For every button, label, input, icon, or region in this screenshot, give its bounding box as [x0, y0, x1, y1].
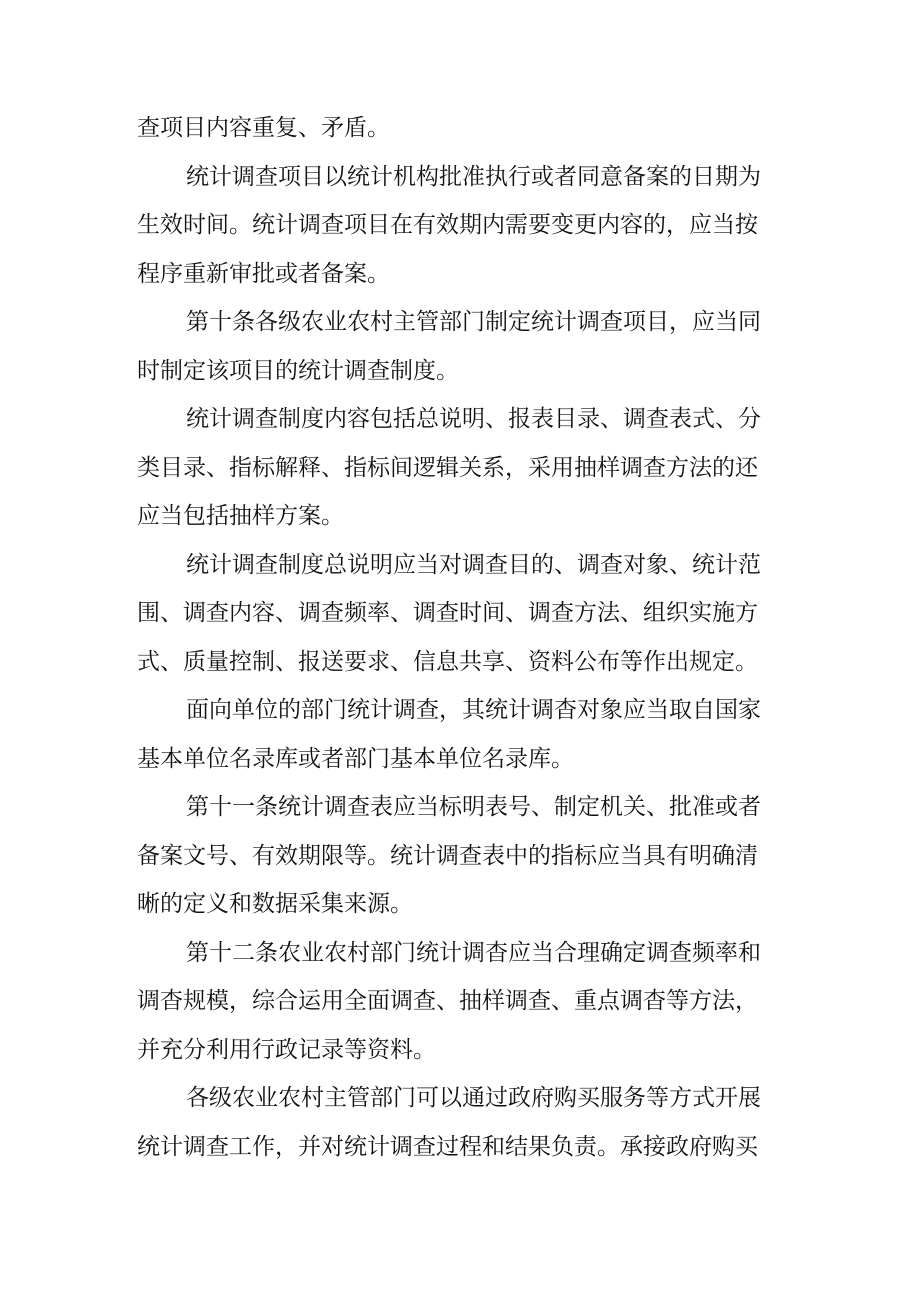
text-line-content: 第十一条统计调查表应当标明表号、制定机关、批准或者: [186, 794, 761, 820]
text-line: [0, 254, 920, 294]
text-line: [0, 205, 920, 245]
text-line-content: 类目录、指标解释、指标间逻辑关系，采用抽样调查方法的还: [137, 455, 758, 481]
text-line-content: 应当包括抽样方案。: [137, 503, 344, 529]
text-line: [0, 593, 920, 633]
text-line-content: 式、质量控制、报送要求、信息共享、资料公布等作出规定。: [137, 649, 758, 675]
text-line: [0, 545, 920, 585]
text-line-content: 统计调查工作，并对统计调查过程和结果负责。承接政府购买: [137, 1134, 758, 1160]
text-line: [0, 448, 920, 488]
text-line: [0, 1127, 920, 1167]
text-line-content: 面向单位的部门统计调查，其统计调杳对象应当取自国家: [186, 697, 761, 723]
text-line-content: 调杳规模，综合运用全面调查、抽样调查、重点调杳等方法，: [137, 988, 758, 1014]
text-line-content: 统计调查制度内容包括总说明、报表目录、调查表式、分: [186, 406, 761, 432]
text-line: [0, 884, 920, 924]
text-line: [0, 496, 920, 536]
text-line: [0, 836, 920, 876]
text-line: [0, 351, 920, 391]
text-line: [0, 1030, 920, 1070]
text-line-content: 第十二条农业农村部门统计调杳应当合理确定调查频率和: [186, 940, 761, 966]
text-line: [0, 157, 920, 197]
text-line: [0, 1078, 920, 1118]
text-line: [0, 981, 920, 1021]
text-line-content: 并充分利用行政记录等资料。: [137, 1037, 436, 1063]
text-line: [0, 933, 920, 973]
text-line-content: 统计调查项目以统计机构批准执行或者同意备案的日期为: [186, 164, 761, 190]
text-line: [0, 108, 920, 148]
text-line-content: 时制定该项目的统计调查制度。: [137, 358, 459, 384]
text-line-content: 围、调查内容、调查频率、调查时间、调查方法、组织实施方: [137, 600, 758, 626]
text-line-content: 生效时间。统计调查项目在有效期内需要变更内容的，应当按: [137, 212, 758, 238]
text-line-content: 第十条各级农业农村主管部门制定统计调查项目，应当同: [186, 309, 761, 335]
text-line: [0, 690, 920, 730]
text-line: [0, 739, 920, 779]
text-line: [0, 642, 920, 682]
text-line-content: 基本单位名录库或者部门基本单位名录库。: [137, 746, 574, 772]
text-line-content: 查项目内容重复、矛盾。: [137, 115, 390, 141]
text-line: [0, 302, 920, 342]
text-line-content: 备案文号、有效期限等。统计调查表中的指标应当具有明确清: [137, 843, 758, 869]
text-line: [0, 787, 920, 827]
text-line-content: 程序重新审批或者备案。: [137, 261, 390, 287]
text-line-content: 晰的定义和数据采集来源。: [137, 891, 413, 917]
text-line-content: 统计调查制度总说明应当对调查目的、调查对象、统计范: [186, 552, 761, 578]
text-line-content: 各级农业农村主管部门可以通过政府购买服务等方式开展: [186, 1085, 761, 1111]
text-line: [0, 399, 920, 439]
